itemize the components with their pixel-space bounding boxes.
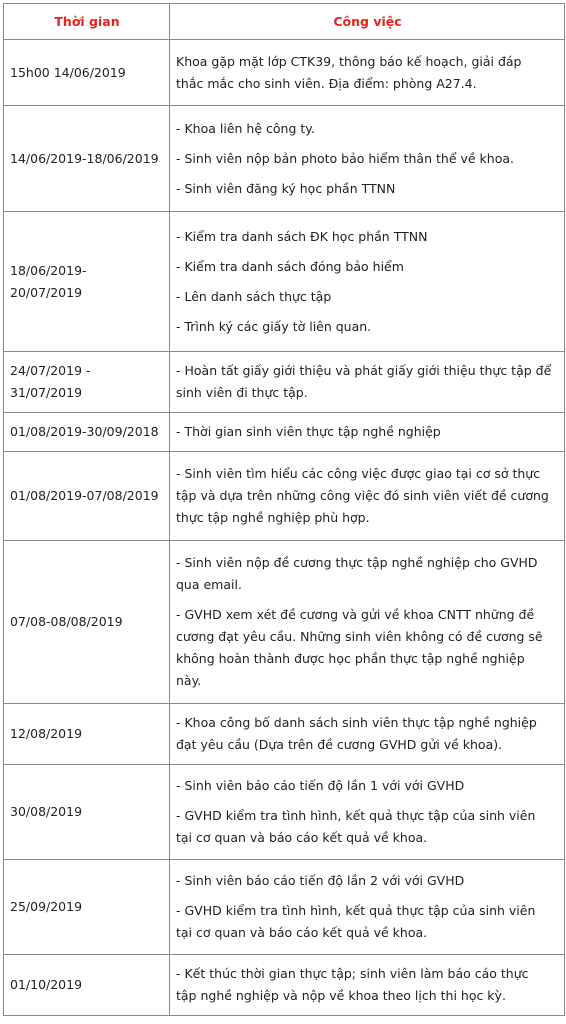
work-line: - Sinh viên báo cáo tiến độ lần 1 với với GVHD [176,778,465,793]
work-line: - Sinh viên báo cáo tiến độ lần 2 với với GVHD [176,873,465,888]
time-line: 18/06/2019- [10,262,87,278]
time-cell [4,212,170,352]
work-item [176,256,559,278]
work-item [176,286,559,308]
work-item [176,900,559,944]
work-line: Khoa gặp mặt lớp CTK39, thông báo kế hoạch, giải đáp [176,53,522,69]
work-item [176,360,559,404]
time-cell [4,765,170,860]
time-line: 30/08/2019 [10,804,83,819]
work-item [176,226,559,248]
time-cell [4,413,170,452]
work-line: - Thời gian sinh viên thực tập nghề nghiệp [176,424,441,439]
work-cell [170,106,565,212]
work-item [176,604,559,692]
table-row [4,955,565,1016]
table-row [4,765,565,860]
work-line: qua email. [176,577,242,592]
time-cell [4,541,170,704]
work-line: - Kiểm tra danh sách đóng bảo hiểm [176,258,404,274]
work-item [176,775,559,797]
work-line: thắc mắc cho sinh viên. Địa điểm: phòng A27.4. [176,75,477,91]
work-line: - Trình ký các giấy tờ liên quan. [176,318,372,334]
work-line: - GVHD xem xét đề cương và gửi về khoa CNTT những đề [176,607,535,622]
time-line: 01/10/2019 [10,977,83,992]
time-line: 01/08/2019-07/08/2019 [10,488,159,503]
work-line: sinh viên đi thực tập. [176,385,308,400]
time-line: 24/07/2019 - [10,363,91,378]
work-item [176,148,559,170]
work-line: cương đạt yêu cầu. Những sinh viên không có đề cương sẽ [176,629,543,644]
work-cell [170,452,565,541]
work-line: - Kết thúc thời gian thực tập; sinh viên làm báo cáo thực [176,966,529,981]
time-cell [4,860,170,955]
work-item [176,805,559,849]
time-line: 31/07/2019 [10,385,83,400]
schedule-table [3,3,565,1016]
work-line: - Khoa liên hệ công ty. [176,120,315,136]
work-line: - Lên danh sách thực tập [176,288,332,304]
work-cell [170,40,565,106]
table-row [4,413,565,452]
header-work: Công việc [170,4,565,40]
time-line: 14/06/2019-18/06/2019 [10,150,159,166]
work-line: tại cơ quan và báo cáo kết quả về khoa. [176,830,428,845]
table-row [4,704,565,765]
schedule-body [4,40,565,1016]
work-line: - Khoa công bố danh sách sinh viên thực tập nghề nghiệp [176,715,537,730]
work-line: tại cơ quan và báo cáo kết quả về khoa. [176,925,428,940]
table-row [4,212,565,352]
table-row [4,40,565,106]
work-item [176,552,559,596]
work-line: này. [176,673,202,688]
work-cell [170,955,565,1016]
table-row [4,352,565,413]
time-line: 12/08/2019 [10,726,83,741]
table-row [4,541,565,704]
time-cell [4,40,170,106]
time-line: 01/08/2019-30/09/2018 [10,424,159,439]
time-cell [4,955,170,1016]
work-cell [170,704,565,765]
work-item [176,421,559,443]
work-line: đạt yêu cầu (Dựa trên đề cương GVHD gửi về khoa). [176,737,503,752]
time-line: 25/09/2019 [10,899,83,914]
work-line: thực tập nghề nghiệp phù hợp. [176,510,370,525]
table-row [4,860,565,955]
header-time: Thời gian [4,4,170,40]
work-line: tập nghề nghiệp và nộp về khoa theo lịch thi học kỳ. [176,988,506,1003]
time-line: 15h00 14/06/2019 [10,64,126,80]
time-cell [4,452,170,541]
work-item [176,463,559,529]
work-line: tập và dựa trên những công việc đó sinh viên viết đề cương [176,488,549,503]
work-item [176,51,559,95]
header-row [4,4,565,40]
time-cell [4,704,170,765]
work-item [176,870,559,892]
work-cell [170,212,565,352]
work-line: - Sinh viên tìm hiểu các công việc được giao tại cơ sở thực [176,466,541,481]
work-cell [170,413,565,452]
work-item [176,712,559,756]
table-row [4,106,565,212]
work-item [176,118,559,140]
work-cell [170,860,565,955]
time-line: 20/07/2019 [10,284,83,300]
work-line: không hoàn thành được học phần thực tập nghề nghiệp [176,651,525,666]
work-item [176,178,559,200]
work-line: - GVHD kiểm tra tình hình, kết quả thực tập của sinh viên [176,808,536,823]
work-cell [170,352,565,413]
work-line: - Kiểm tra danh sách ĐK học phần TTNN [176,228,428,244]
work-item [176,963,559,1007]
work-line: - Sinh viên nộp bản photo bảo hiểm thân thể về khoa. [176,150,514,166]
time-line: 07/08-08/08/2019 [10,614,123,629]
work-cell [170,541,565,704]
work-line: - Sinh viên đăng ký học phần TTNN [176,180,396,196]
work-line: - GVHD kiểm tra tình hình, kết quả thực tập của sinh viên [176,903,536,918]
work-line: - Hoàn tất giấy giới thiệu và phát giấy giới thiệu thực tập để [176,363,552,378]
work-cell [170,765,565,860]
time-cell [4,106,170,212]
work-line: - Sinh viên nộp đề cương thực tập nghề nghiệp cho GVHD [176,555,538,570]
work-item [176,316,559,338]
table-row [4,452,565,541]
time-cell [4,352,170,413]
